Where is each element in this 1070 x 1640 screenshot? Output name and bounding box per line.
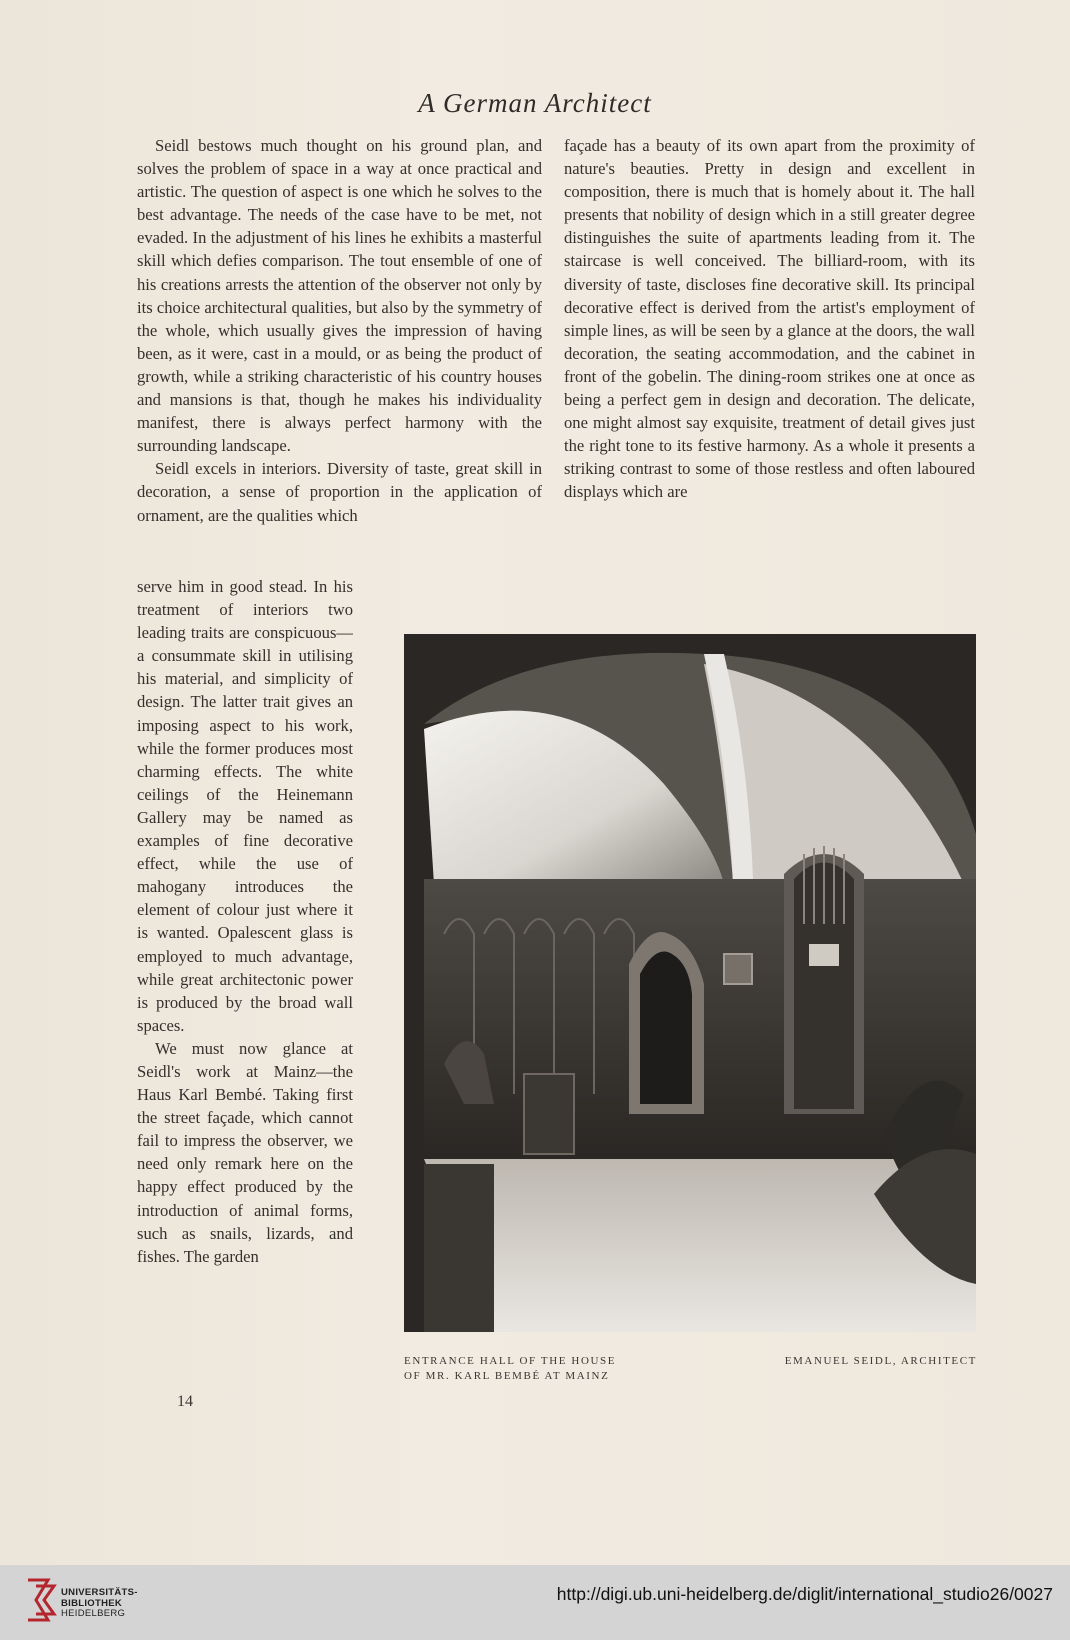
- paragraph-mainz: We must now glance at Seidl's work at Mainz—the Haus Karl Bembé. Taking first the street façade, which cannot fail to impress the observer, we need only remark here on the happy effect produced by the introduction of animal forms, such as snails, lizards, and fishes. The garden: [137, 1038, 353, 1266]
- text-column-right-top: [564, 134, 975, 575]
- caption-line-2: OF MR. KARL BEMBÉ AT MAINZ: [404, 1370, 610, 1382]
- logo-line-2: BIBLIOTHEK: [61, 1597, 123, 1609]
- paragraph-facade: façade has a beauty of its own apart from the proximity of nature's beauties. Pretty in design and excellent in composition, there is much that is homely about it. The hall presents that nobility of design which in a still greater degree distinguishes the suite of apartments leading from it. The staircase is well conceived. The billiard-room, with its diversity of taste, discloses fine decorative skill. Its principal decorative effect is derived from the artist's employment of simple lines, as will be seen by a glance at the doors, the wall decoration, the seating accommodation, and the cabinet in front of the gobelin. The dining-room strikes one at once as being a perfect gem in design and decoration. The delicate, one might almost say exquisite, treatment of detail gives just the right tone to its festive harmony. As a whole it presents a striking contrast to some of those restless and often laboured displays which are: [564, 136, 975, 502]
- text-column-left-narrow: [137, 575, 353, 1390]
- text-column-left-top: [137, 134, 542, 575]
- entrance-hall-illustration: [404, 634, 976, 1332]
- logo-line-3: HEIDELBERG: [61, 1608, 126, 1619]
- source-url-link[interactable]: http://digi.ub.uni-heidelberg.de/diglit/international_studio26/0027: [556, 1584, 1053, 1604]
- photo-caption-right: EMANUEL SEIDL, ARCHITECT: [784, 1355, 977, 1367]
- caption-line-1: ENTRANCE HALL OF THE HOUSE: [404, 1355, 617, 1367]
- paragraph-treatment-of-interiors: serve him in good stead. In his treatment of interiors two leading traits are conspicuous—a consummate skill in utilising his material, and simplicity of design. The latter trait gives an imposing aspect to his work, while the former produces most charming effects. The white ceilings of the Heinemann Gallery may be named as examples of fine decorative effect, while the use of mahogany introduces the element of colour just where it is wanted. Opalescent glass is employed to much advantage, while great architectonic power is produced by the broad wall spaces.: [137, 577, 353, 1035]
- page-number: 14: [177, 1393, 193, 1410]
- photo-caption-left: [404, 1354, 616, 1384]
- paragraph-ground-plan: Seidl bestows much thought on his ground plan, and solves the problem of space in a way at once practical and artistic. The question of aspect is one which he solves to the best advantage. The needs of the case have to be met, not evaded. In the adjustment of his lines he exhibits a masterful skill which defies comparison. The tout ensemble of one of his creations arrests the attention of the observer not only by its choice architectural qualities, but also by the symmetry of the whole, which usually gives the impression of having been, as it were, cast in a mould, or as being the product of growth, while a striking characteristic of his country houses and mansions is that, though he makes his individuality manifest, there is always perfect harmony with the surrounding landscape.: [137, 136, 542, 456]
- library-logo-icon: [24, 1574, 58, 1626]
- entrance-hall-photograph: [404, 634, 976, 1332]
- library-footer-bar: [0, 1565, 1070, 1640]
- logo-line-1: UNIVERSITÄTS-: [61, 1587, 138, 1598]
- running-title: A German Architect: [418, 88, 652, 118]
- paragraph-interiors: Seidl excels in interiors. Diversity of taste, great skill in decoration, a sense of proportion in the application of ornament, are the qualities which: [137, 459, 542, 525]
- library-logo-text: [61, 1588, 138, 1620]
